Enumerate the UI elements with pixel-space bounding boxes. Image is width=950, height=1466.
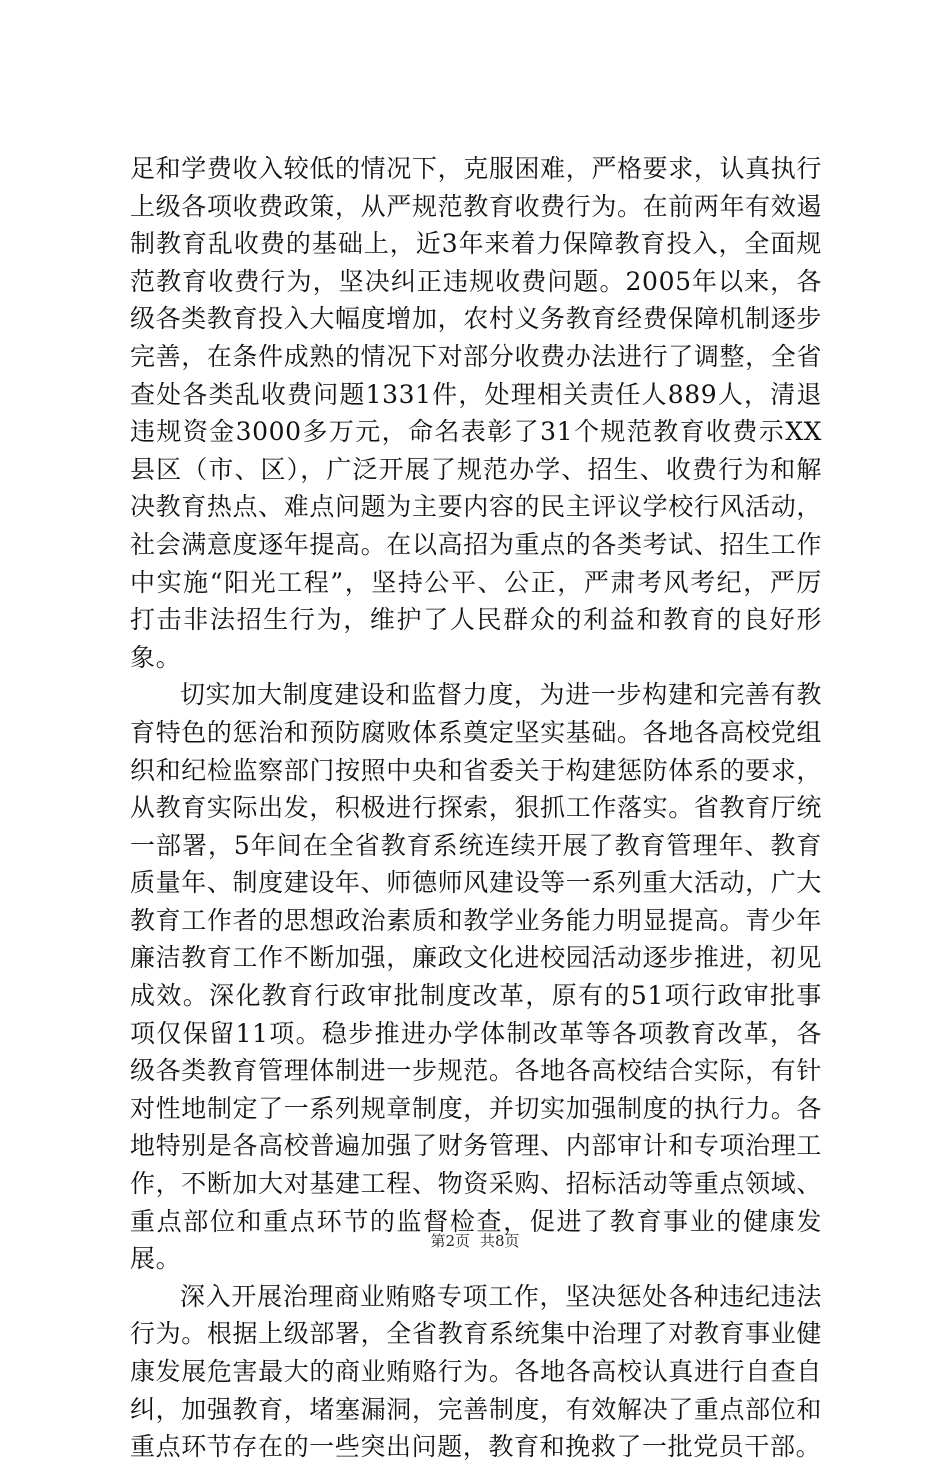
page-footer <box>0 1231 950 1251</box>
page-total: 共8页 <box>480 1232 520 1250</box>
document-body <box>130 150 822 1466</box>
paragraph-3: 深入开展治理商业贿赂专项工作，坚决惩处各种违纪违法行为。根据上级部署，全省教育系统集中治理了对教育事业健康发展危害最大的商业贿赂行为。各地各高校认真进行自查自纠，加强教育，堵塞漏洞，完善制度，有效解决了重点部位和重点环节存在的一些突出问题，教育和挽救了一批党员干部。 <box>130 1281 822 1462</box>
paragraph-1: 足和学费收入较低的情况下，克服困难，严格要求，认真执行上级各项收费政策，从严规范教育收费行为。在前两年有效遏制教育乱收费的基础上，近3年来着力保障教育投入，全面规范教育收费行为，坚决纠正违规收费问题。2005年以来，各级各类教育投入大幅度增加，农村义务教育经费保障机制逐步完善，在条件成熟的情况下对部分收费办法进行了调整，全省查处各类乱收费问题1331件，处理相关责任人889人，清退违规资金3000多万元，命名表彰了31个规范教育收费示XX县区（市、区），广泛开展了规范办学、招生、收费行为和解决教育热点、难点问题为主要内容的民主评议学校行风活动，社会满意度逐年提高。在以高招为重点的各类考试、招生工作中实施“阳光工程”，坚持公平、公正，严肃考风考纪，严厉打击非法招生行为，维护了人民群众的利益和教育的良好形象。 <box>130 154 822 672</box>
page-number: 第2页 <box>430 1232 470 1250</box>
paragraph-2: 切实加大制度建设和监督力度，为进一步构建和完善有教育特色的惩治和预防腐败体系奠定坚实基础。各地各高校党组织和纪检监察部门按照中央和省委关于构建惩防体系的要求，从教育实际出发，积极进行探索，狠抓工作落实。省教育厅统一部署，5年间在全省教育系统连续开展了教育管理年、教育质量年、制度建设年、师德师风建设等一系列重大活动，广大教育工作者的思想政治素质和教学业务能力明显提高。青少年廉洁教育工作不断加强，廉政文化进校园活动逐步推进，初见成效。深化教育行政审批制度改革，原有的51项行政审批事项仅保留11项。稳步推进办学体制改革等各项教育改革，各级各类教育管理体制进一步规范。各地各高校结合实际，有针对性地制定了一系列规章制度，并切实加强制度的执行力。各地特别是各高校普遍加强了财务管理、内部审计和专项治理工作，不断加大对基建工程、物资采购、招标活动等重点领域、重点部位和重点环节的监督检查，促进了教育事业的健康发展。 <box>130 680 822 1274</box>
